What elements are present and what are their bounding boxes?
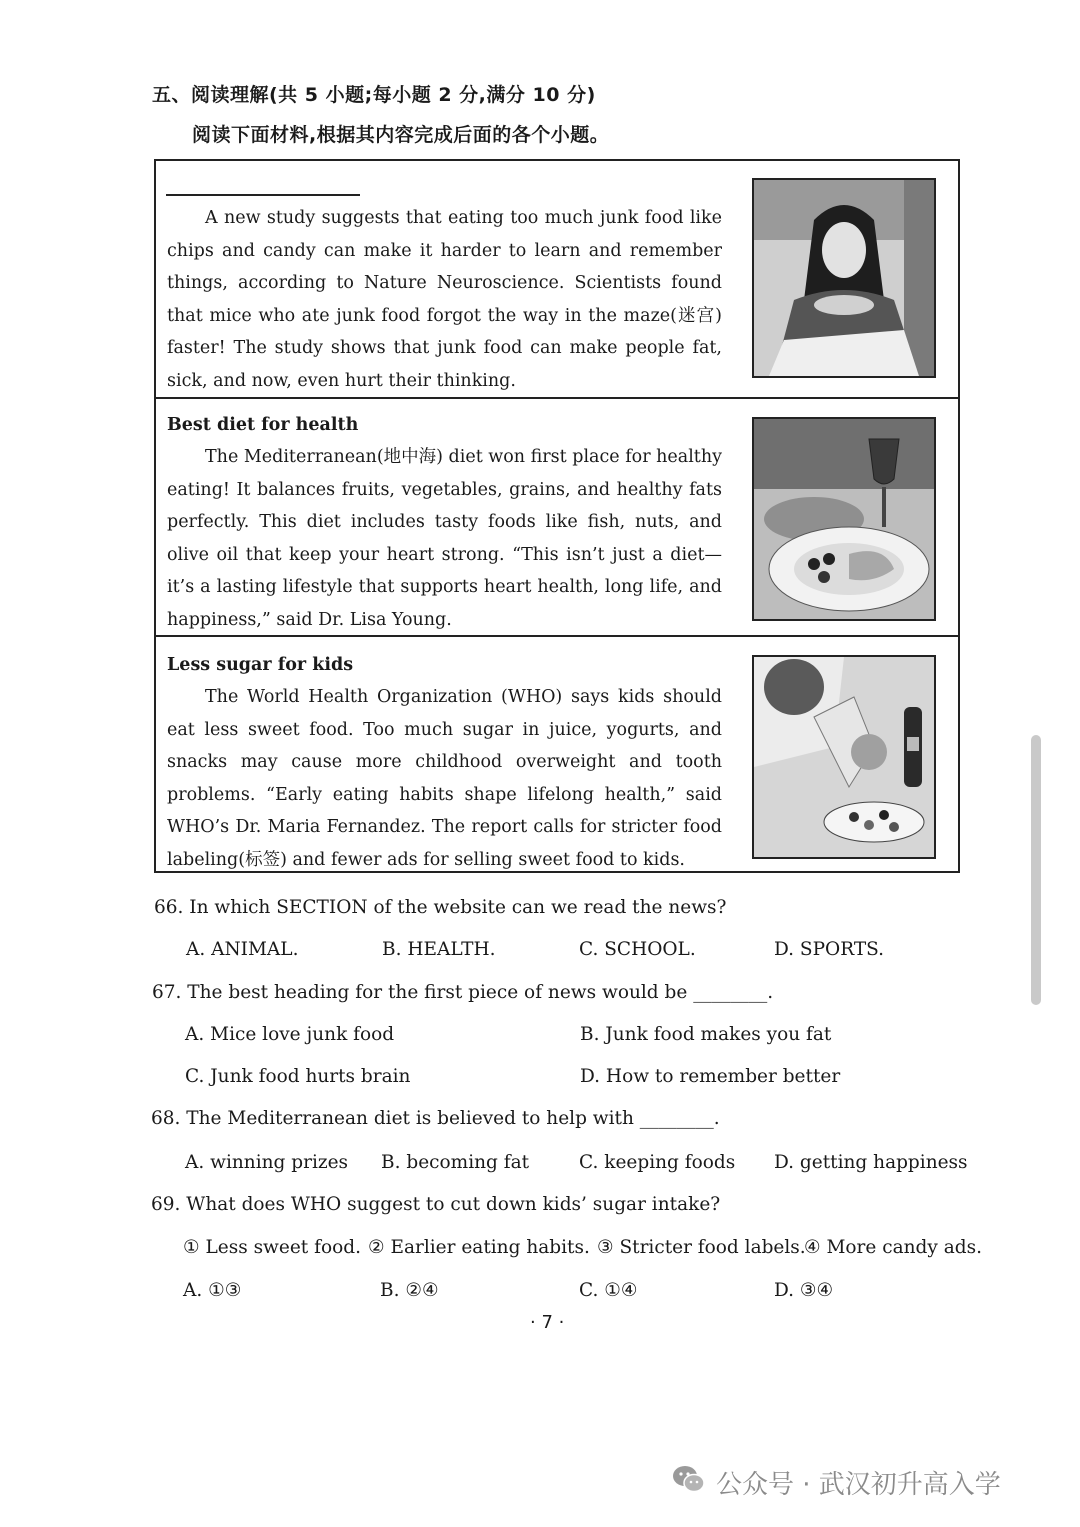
q67-option-d: D. How to remember better bbox=[580, 1066, 841, 1087]
news-item-3 bbox=[156, 635, 958, 871]
news-body-1: A new study suggests that eating too much junk food like chips and candy can make it harder to learn and remember things, according to Nature Neuroscience. Scientists found that mice who ate junk food forgot the way in the maze(迷宫) faster! The study shows that junk food can make people fat, sick, and now, even hurt their thinking. bbox=[167, 208, 722, 391]
news-heading-3: Less sugar for kids bbox=[167, 655, 354, 675]
q66-option-a: A. ANIMAL. bbox=[186, 939, 299, 960]
q69-option-d: D. ③④ bbox=[774, 1280, 834, 1301]
page-number: · 7 · bbox=[530, 1312, 565, 1333]
kid-refusing-sweets-photo bbox=[752, 655, 936, 859]
wechat-icon bbox=[672, 1464, 716, 1501]
heading-blank bbox=[166, 194, 360, 196]
q67-option-c: C. Junk food hurts brain bbox=[185, 1066, 411, 1087]
q69-option-c: C. ①④ bbox=[579, 1280, 638, 1301]
girl-reading-photo bbox=[752, 178, 936, 378]
q66-option-d: D. SPORTS. bbox=[774, 939, 885, 960]
question-67: 67. The best heading for the first piece of news would be ________. bbox=[152, 982, 774, 1003]
scrollbar-thumb[interactable] bbox=[1031, 735, 1041, 1005]
news-heading-2: Best diet for health bbox=[167, 415, 359, 435]
q68-option-a: A. winning prizes bbox=[185, 1152, 349, 1173]
news-body-3: The World Health Organization (WHO) says kids should eat less sweet food. Too much sugar in juice, yogurts, and snacks may cause more childhood overweight and tooth problems. “Early eating habits shape lifelong health,” said WHO’s Dr. Maria Fernandez. The report calls for stricter food labeling(标签) and fewer ads for selling sweet food to kids. bbox=[167, 687, 722, 870]
question-69: 69. What does WHO suggest to cut down kids’ sugar intake? bbox=[151, 1194, 721, 1215]
watermark-text: 公众号 · 武汉初升高入学 bbox=[716, 1469, 1001, 1500]
news-body-2: The Mediterranean(地中海) diet won first place for healthy eating! It balances fruits, vegetables, grains, and healthy fats perfectly. This diet includes tasty foods like fish, nuts, and olive oil that keep your heart strong. “This isn’t just a diet—it’s a lasting lifestyle that supports heart health, long life, and happiness,” said Dr. Lisa Young. bbox=[167, 447, 722, 630]
q69-option-b: B. ②④ bbox=[380, 1280, 439, 1301]
news-item-2 bbox=[156, 397, 958, 635]
question-66: 66. In which SECTION of the website can we read the news? bbox=[154, 897, 727, 918]
question-68: 68. The Mediterranean diet is believed to help with ________. bbox=[151, 1108, 720, 1129]
instruction: 阅读下面材料,根据其内容完成后面的各个小题。 bbox=[192, 124, 610, 146]
q68-option-c: C. keeping foods bbox=[579, 1152, 736, 1173]
q69-option-a: A. ①③ bbox=[183, 1280, 242, 1301]
watermark bbox=[672, 1462, 1001, 1502]
q67-option-b: B. Junk food makes you fat bbox=[580, 1024, 832, 1045]
section-title: 五、阅读理解(共 5 小题;每小题 2 分,满分 10 分) bbox=[152, 84, 596, 106]
q69-statement-3: ③ Stricter food labels. bbox=[597, 1237, 806, 1258]
q69-statement-2: ② Earlier eating habits. bbox=[368, 1237, 590, 1258]
q66-option-c: C. SCHOOL. bbox=[579, 939, 696, 960]
mediterranean-meal-photo bbox=[752, 417, 936, 621]
q66-option-b: B. HEALTH. bbox=[382, 939, 496, 960]
q68-option-d: D. getting happiness bbox=[774, 1152, 968, 1173]
news-box bbox=[154, 159, 960, 873]
q67-option-a: A. Mice love junk food bbox=[185, 1024, 395, 1045]
q69-statement-1: ① Less sweet food. bbox=[183, 1237, 361, 1258]
news-item-1 bbox=[156, 161, 958, 397]
q68-option-b: B. becoming fat bbox=[381, 1152, 530, 1173]
q69-statement-4: ④ More candy ads. bbox=[804, 1237, 982, 1258]
